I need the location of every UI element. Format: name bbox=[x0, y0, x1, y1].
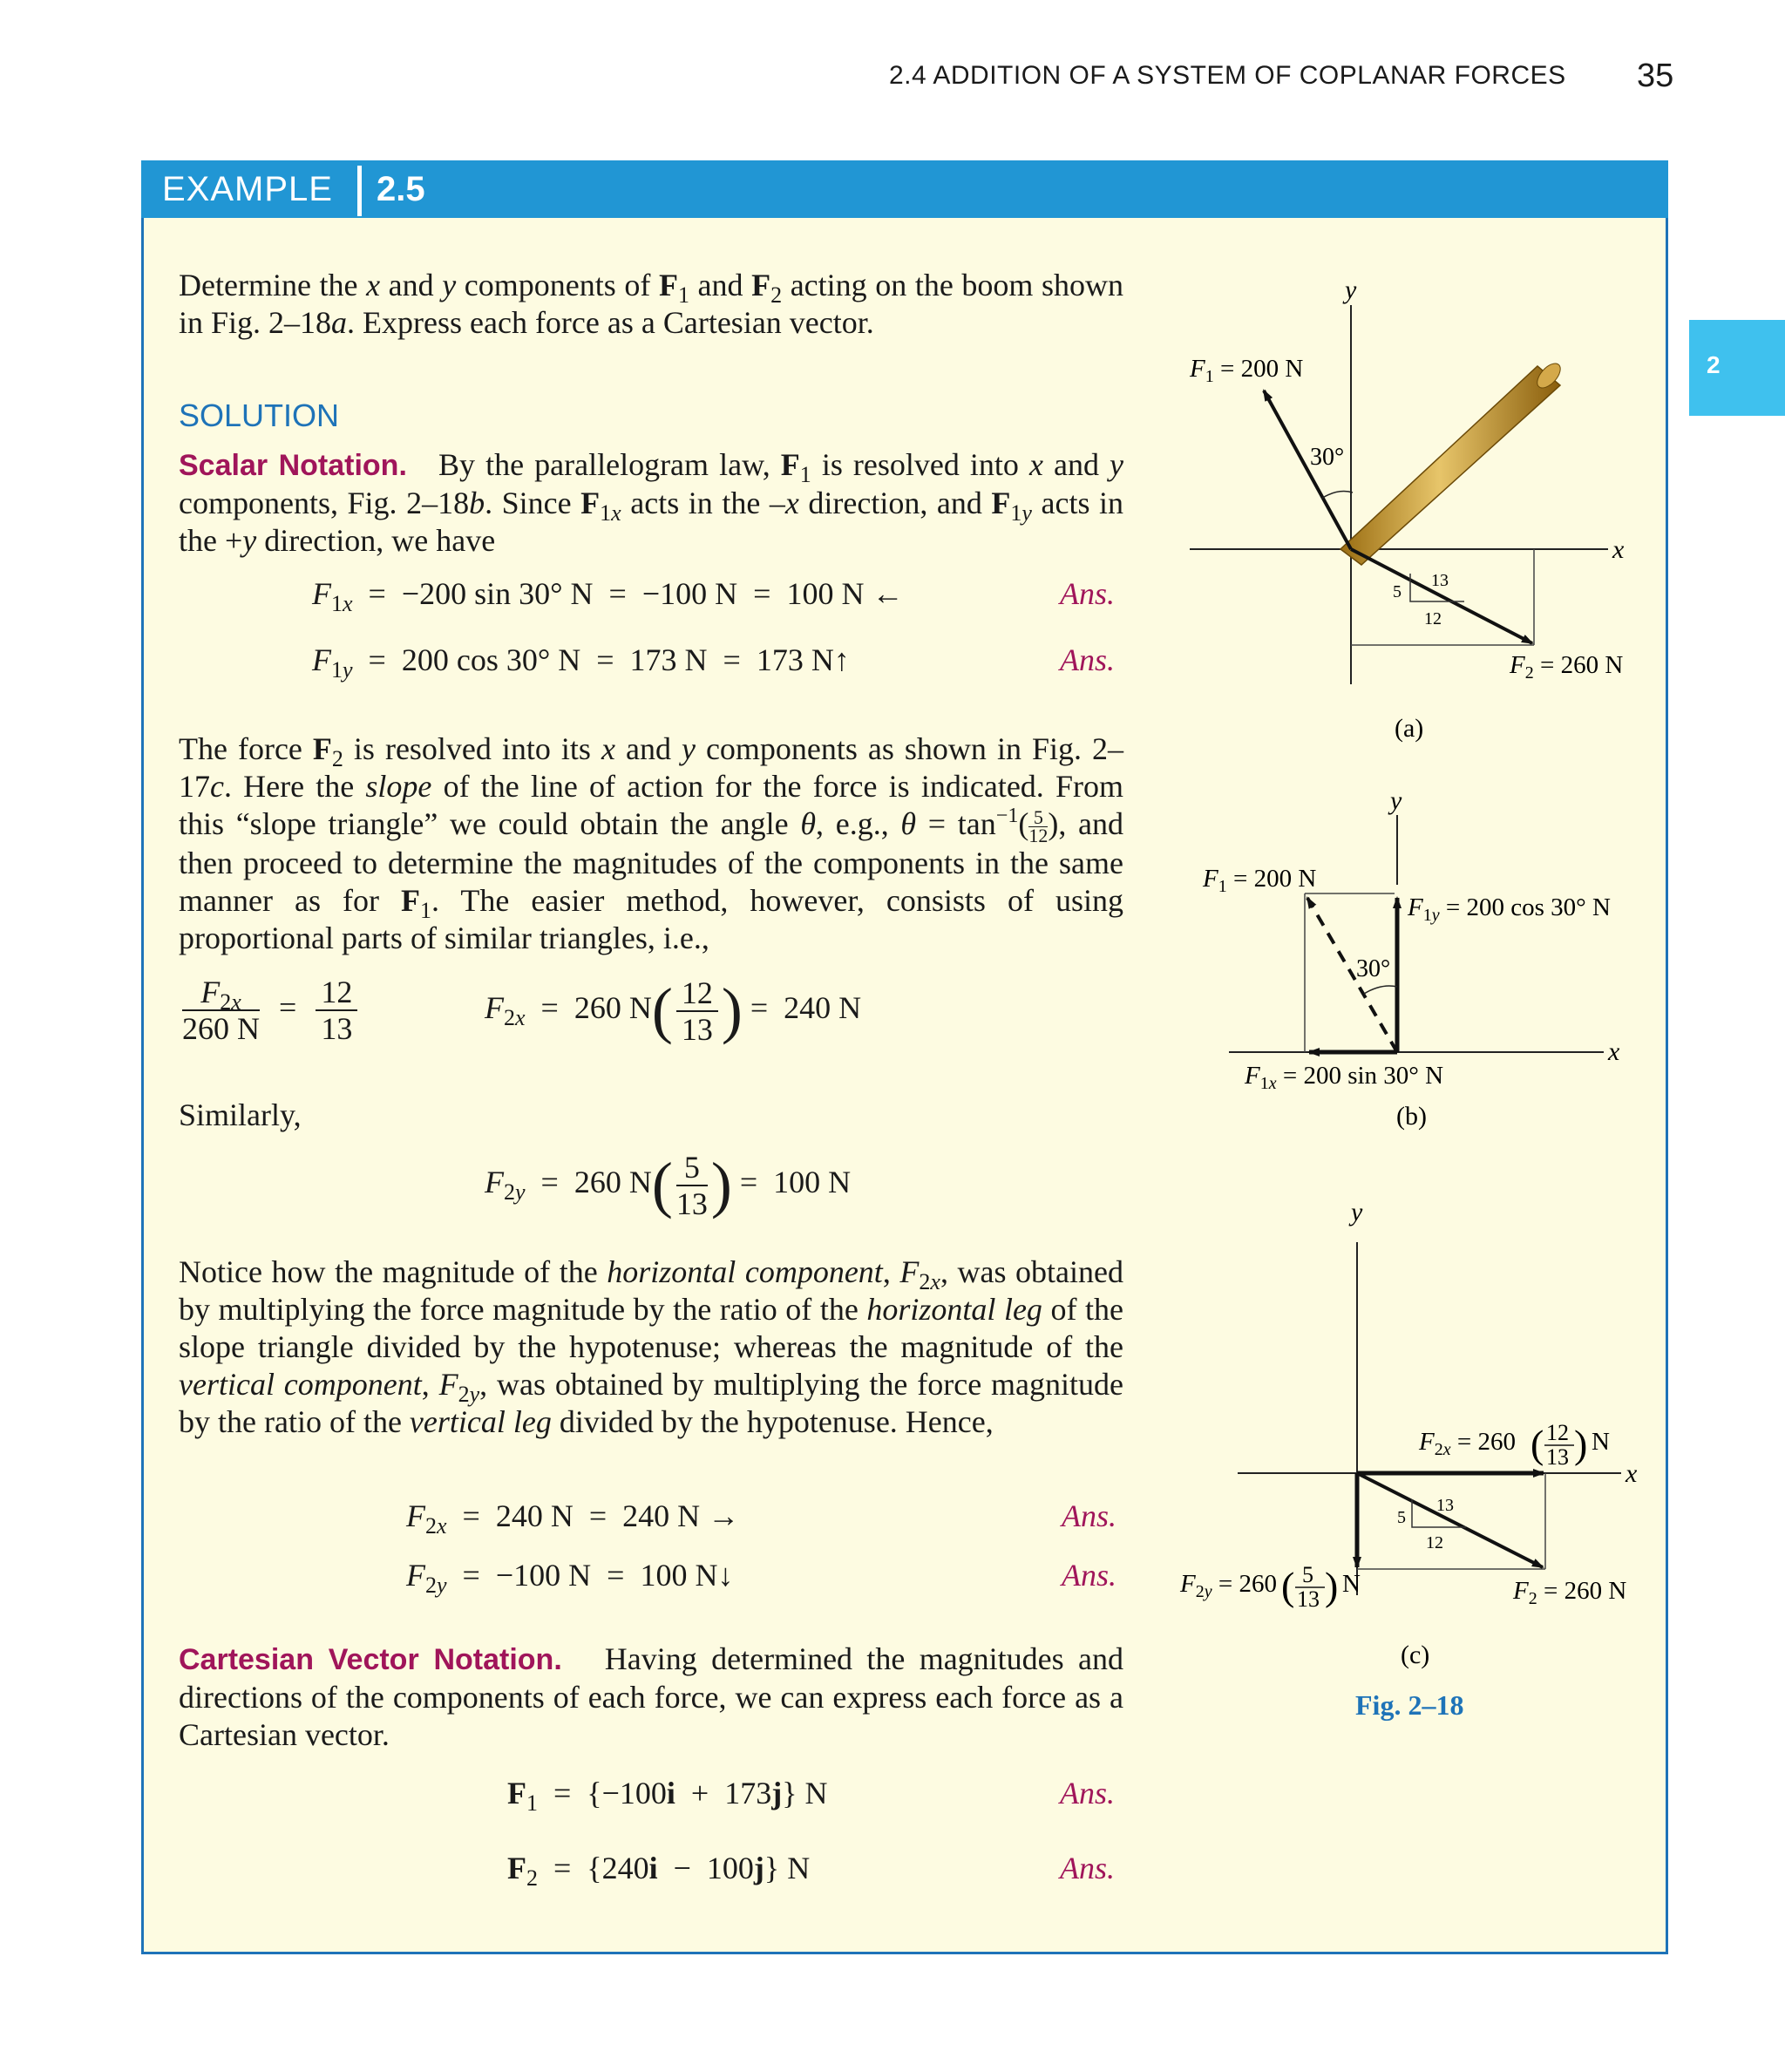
svg-text:5: 5 bbox=[1302, 1562, 1313, 1587]
fig-c-f2y-label bbox=[1179, 1562, 1361, 1612]
notice-text: Notice how the magnitude of the horizontal component, $F_{2x}$, was obtained by multiplying the force magnitude by the ratio of the horizontal leg of the slope triangle divided by the hypotenuse; whereas the magnitude of the vertical component, $F_{2y}$, was obtained by multiplying the force magnitude by the ratio of the vertical leg divided by the hypotenuse. Hence, bbox=[179, 1254, 1124, 1439]
fig-a-angle-arc bbox=[1321, 492, 1353, 499]
fig-b-f1x-label: $F_{1x} = 200$ sin 30° N bbox=[1245, 1062, 1444, 1093]
fig-c-caption: (c) bbox=[1401, 1641, 1430, 1669]
answer-tag-vec2: Ans. bbox=[1060, 1851, 1115, 1885]
fig-a-f2-arrow bbox=[1351, 549, 1532, 643]
fig-a-slope-12: 12 bbox=[1424, 609, 1442, 628]
running-header: 2.4 ADDITION OF A SYSTEM OF COPLANAR FORCES bbox=[889, 61, 1566, 90]
svg-text:F2x = 260: $F_{2x} = 260$ bbox=[1419, 1428, 1516, 1459]
chapter-tab-number: 2 bbox=[1707, 351, 1721, 378]
fig-a-f1-label: $F_1 = 200$ N bbox=[1190, 355, 1304, 386]
svg-text:13: 13 bbox=[1297, 1586, 1320, 1612]
svg-text:13: 13 bbox=[1546, 1444, 1569, 1470]
svg-text:(: ( bbox=[1530, 1422, 1544, 1466]
equation-f1x: $F_{1x} = -200$ sin 30° N = −100 N = 100 N ← bbox=[312, 576, 904, 616]
fig-c-x-label: x bbox=[1626, 1459, 1638, 1488]
ratio-rhs-numerator: 12 bbox=[316, 975, 357, 1011]
figure-caption: Fig. 2–18 bbox=[1355, 1689, 1464, 1721]
svg-text:): ) bbox=[1325, 1564, 1339, 1608]
fig-c-slope-12: 12 bbox=[1426, 1533, 1443, 1552]
equation-f2y-denominator: 13 bbox=[675, 1185, 708, 1221]
fig-a-slope-13: 13 bbox=[1431, 571, 1449, 590]
fig-c-y-label: y bbox=[1351, 1198, 1363, 1226]
equation-f2x-result: = 240 N bbox=[750, 989, 862, 1025]
fig-a-y-label: y bbox=[1345, 275, 1357, 304]
example-label: EXAMPLE bbox=[162, 170, 333, 208]
fig-c-f2x-label bbox=[1418, 1420, 1610, 1470]
equation-f2x: $F_{2x} = 260$ N( $\frac{12}{13}$ ) = 240 N bbox=[485, 975, 862, 1047]
fig-c-slope-13: 13 bbox=[1436, 1496, 1454, 1515]
equation-f2x-final: $F_{2x} = 240$ N = 240 N → bbox=[406, 1498, 740, 1539]
fig-c-slope-5: 5 bbox=[1397, 1508, 1406, 1527]
similar-triangle-equation: $\frac{F_{2x}}{260 N}$ = $\frac{12}{13}$ bbox=[179, 975, 361, 1046]
fig-b-f1y-label: $F_{1y} = 200$ cos 30° N bbox=[1408, 893, 1611, 925]
fig-a-f2-label: $F_2 = 260$ N bbox=[1510, 651, 1624, 683]
figure-part-c bbox=[1179, 1198, 1638, 1669]
fig-b-angle: 30° bbox=[1356, 955, 1391, 982]
equation-f2y-lhs: $F_{2y} = 260$ N bbox=[485, 1164, 652, 1205]
solution-heading: SOLUTION bbox=[179, 397, 340, 433]
fig-b-f1-label: $F_1 = 200$ N bbox=[1203, 865, 1317, 896]
equation-f2y: $F_{2y} = 260$ N( $\frac{5}{13}$ ) = 100 N bbox=[485, 1149, 852, 1221]
example-number: 2.5 bbox=[377, 170, 425, 208]
equation-f2y-final: $F_{2y} = -100$ N = 100 N↓ bbox=[406, 1558, 734, 1598]
cartesian-text: Having determined the magnitudes and directions of the components of each force, we can express each force as a Cartesian vector. bbox=[179, 1641, 1123, 1752]
fig-c-f2-arrow bbox=[1357, 1473, 1543, 1567]
svg-text:F2y = 260: $F_{2y} = 260$ bbox=[1180, 1570, 1277, 1601]
fig-b-angle-arc bbox=[1364, 986, 1397, 994]
answer-tag-vec1: Ans. bbox=[1060, 1776, 1115, 1810]
equation-f2y-result: = 100 N bbox=[739, 1164, 852, 1199]
boom-rod bbox=[1340, 359, 1564, 565]
answer-tag-f2x: Ans. bbox=[1062, 1498, 1116, 1533]
fig-a-angle: 30° bbox=[1310, 444, 1345, 471]
answer-tag-f1x: Ans. bbox=[1060, 576, 1115, 611]
problem-text: Determine the x and y components of $F_1$ and $F_2$ acting on the boom shown in Fig. 2–18a. Express each force as a Cartesian vector. bbox=[179, 268, 1123, 340]
ratio-rhs-denominator: 13 bbox=[321, 1011, 353, 1046]
cartesian-runin: Cartesian Vector Notation. bbox=[179, 1643, 562, 1676]
svg-text:(: ( bbox=[1281, 1564, 1295, 1608]
page-number: 35 bbox=[1637, 58, 1674, 94]
svg-text:): ) bbox=[1574, 1422, 1588, 1466]
svg-text:12: 12 bbox=[1546, 1420, 1569, 1445]
svg-text:N: N bbox=[1342, 1570, 1361, 1598]
figure-part-b bbox=[1202, 786, 1620, 1131]
fig-b-x-label: x bbox=[1608, 1037, 1620, 1066]
figure-part-a bbox=[1189, 275, 1625, 743]
similarly-word: Similarly, bbox=[179, 1097, 302, 1132]
equation-f2x-lhs: $F_{2x} = 260$ N bbox=[485, 989, 652, 1030]
equation-f2x-denominator: 13 bbox=[681, 1011, 713, 1047]
fig-c-f2-label: $F_2 = 260$ N bbox=[1513, 1577, 1627, 1608]
fig-a-slope-5: 5 bbox=[1393, 582, 1402, 601]
ratio-lhs-denominator: 260 N bbox=[182, 1011, 260, 1046]
equation-f2x-numerator: 12 bbox=[676, 975, 718, 1012]
fig-b-caption: (b) bbox=[1396, 1102, 1427, 1131]
svg-text:N: N bbox=[1592, 1428, 1610, 1456]
ratio-lhs-numerator: $F_{2x}$ bbox=[182, 975, 260, 1011]
vector-f2: $F_2 = \{240i - 100j\}$ N bbox=[507, 1851, 811, 1891]
vector-f1: $F_1 = \{-100i + 173j\}$ N bbox=[507, 1776, 828, 1816]
fig-a-caption: (a) bbox=[1395, 714, 1424, 743]
fig-a-x-label: x bbox=[1612, 535, 1625, 564]
fig-b-y-label: y bbox=[1390, 786, 1402, 815]
f2-resolution-text: The force $F_2$ is resolved into its x and y components as shown in Fig. 2–17c. Here the slope of the line of action for the force is indicated. From this “slope triangle” we could obtain the angle θ, e.g., $\theta = \tan^{-1}$( $\frac{5}{12}$ ), and then proceed to determine the magnitudes of the components in the same manner as for $F_1$. The easier method, however, consists of using proportional parts of similar triangles, i.e., bbox=[179, 731, 1124, 956]
scalar-notation-runin: Scalar Notation. bbox=[179, 449, 407, 482]
answer-tag-f2y: Ans. bbox=[1062, 1558, 1116, 1593]
equation-f1y: $F_{1y} = 200$ cos 30° N = 173 N = 173 N↑ bbox=[312, 642, 850, 683]
equation-f2y-numerator: 5 bbox=[676, 1150, 708, 1186]
scalar-notation-text: By the parallelogram law, $F_1$ is resolved into x and y components, Fig. 2–18b. Since $F_{1x}$ acts in the –x direction, and $F_{1y}$ acts in the +y direction, we have bbox=[179, 447, 1123, 558]
answer-tag-f1y: Ans. bbox=[1060, 642, 1115, 677]
